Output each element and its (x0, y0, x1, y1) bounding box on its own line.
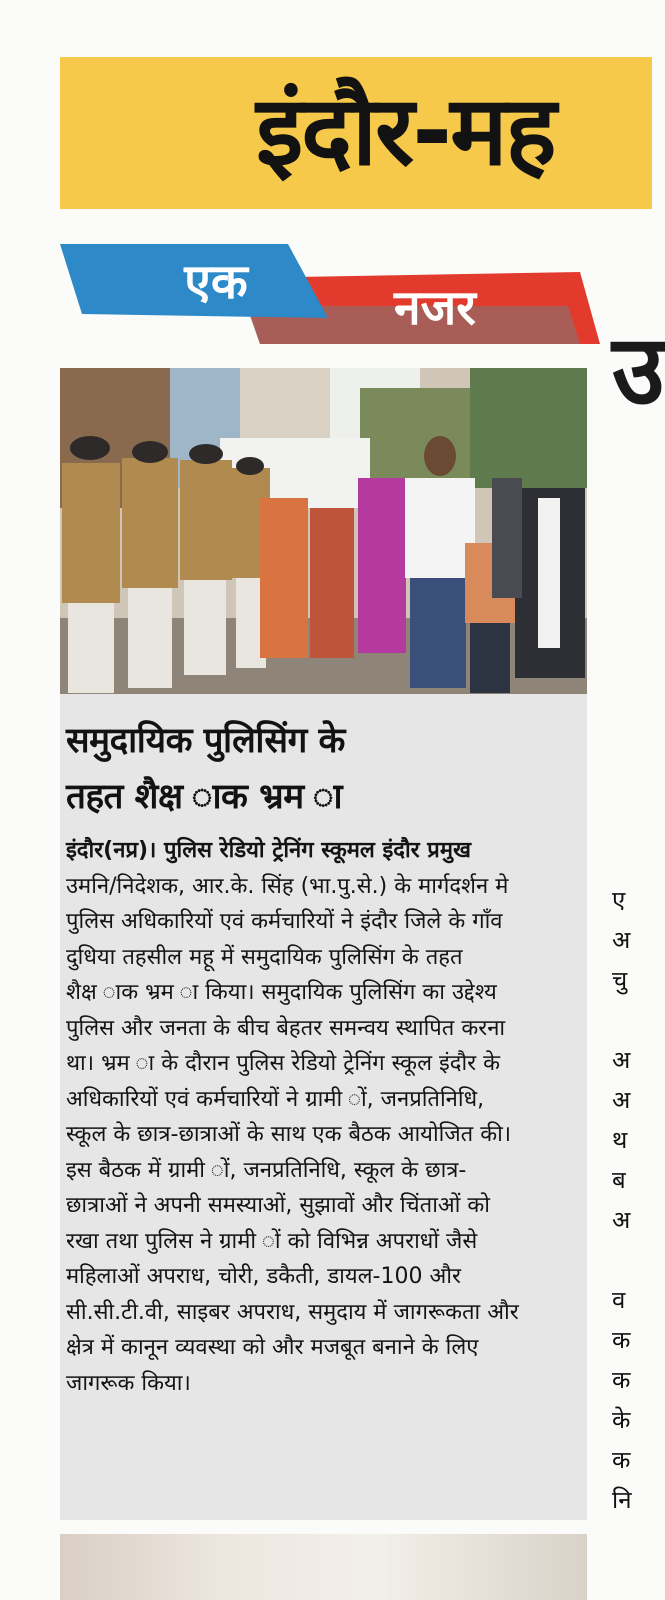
masthead-title: इंदौर-मह (256, 75, 555, 187)
adjacent-column-line: ब (612, 1166, 626, 1194)
body-line: महिलाओं अपराध, चोरी, डकैती, डायल-100 और (66, 1264, 461, 1289)
body-line: क्षेत्र में कानून व्यवस्था को और मजबूत बनाने के लिए (66, 1335, 479, 1360)
body-line: इंदौर(नप्र)। पुलिस रेडियो ट्रेनिंग स्कूमल इंदौर प्रमुख (66, 838, 471, 863)
body-line: पुलिस और जनता के बीच बेहतर समन्वय स्थापित करना (66, 1015, 506, 1041)
body-line: छात्राओं ने अपनी समस्याओं, सुझावों और चिंताओं को (66, 1193, 490, 1218)
adjacent-column-line: अ (612, 926, 631, 954)
adjacent-column-line (612, 1240, 652, 1280)
body-line: जागरूक किया। (66, 1370, 191, 1396)
adjacent-headline-fragment (612, 300, 665, 460)
body-line: सी.सी.टी.वी, साइबर अपराध, समुदाय में जागरूकता और (66, 1299, 519, 1325)
headline-line: समुदायिक पुलिसिंग के (66, 721, 345, 761)
adjacent-headline-glyph: उ (612, 314, 665, 426)
body-line: पुलिस अधिकारियों एवं कर्मचारियों ने इंदौर जिले के गाँव (66, 909, 503, 934)
adjacent-column-line: अ (612, 1206, 631, 1234)
adjacent-column-line: अ (612, 1046, 631, 1074)
body-line: शैक्ष ाक भ्रम ा किया। समुदायिक पुलिसिंग का उद्देश्य (66, 980, 497, 1005)
headline-line: तहत शैक्ष ाक भ्रम ा (66, 777, 343, 817)
body-line: रखा तथा पुलिस ने ग्रामी ों को विभिन्न अपराधों जैसे (66, 1228, 478, 1254)
adjacent-column-line: के (612, 1406, 631, 1434)
group-photo-icon (60, 368, 587, 694)
body-line: स्कूल के छात्र-छात्राओं के साथ एक बैठक आयोजित की। (66, 1122, 512, 1147)
article-headline (66, 713, 581, 825)
body-line: इस बैठक में ग्रामी ों, जनप्रतिनिधि, स्कूल के छात्र- (66, 1157, 467, 1183)
article-photo (60, 368, 587, 694)
adjacent-column-line: ए (612, 886, 626, 914)
adjacent-column-line: नि (612, 1486, 632, 1514)
body-line: दुधिया तहसील महू में समुदायिक पुलिसिंग के तहत (66, 944, 463, 970)
adjacent-column-line: क (612, 1326, 631, 1354)
banner-word-najar: नजर (394, 280, 476, 336)
adjacent-column-line: चु (612, 966, 628, 994)
next-article-photo (60, 1534, 587, 1600)
news-article (60, 368, 587, 1520)
adjacent-column-line: क (612, 1366, 631, 1394)
adjacent-column-text (612, 880, 652, 1600)
body-line: अधिकारियों एवं कर्मचारियों ने ग्रामी ों, जनप्रतिनिधि, (66, 1086, 485, 1112)
article-body (66, 833, 581, 1401)
adjacent-column-line: क (612, 1446, 631, 1474)
adjacent-column-line: थ (612, 1126, 628, 1154)
adjacent-column-line: व (612, 1286, 626, 1314)
section-banner (60, 244, 600, 356)
banner-word-ek: एक (184, 254, 248, 310)
adjacent-column-line: अ (612, 1086, 631, 1114)
adjacent-column-line (612, 1000, 652, 1040)
body-line: था। भ्रम ा के दौरान पुलिस रेडियो ट्रेनिंग स्कूल इंदौर के (66, 1051, 501, 1076)
masthead (60, 57, 652, 209)
body-line: उमनि/निदेशक, आर.के. सिंह (भा.पु.से.) के मार्गदर्शन मे (66, 873, 509, 899)
